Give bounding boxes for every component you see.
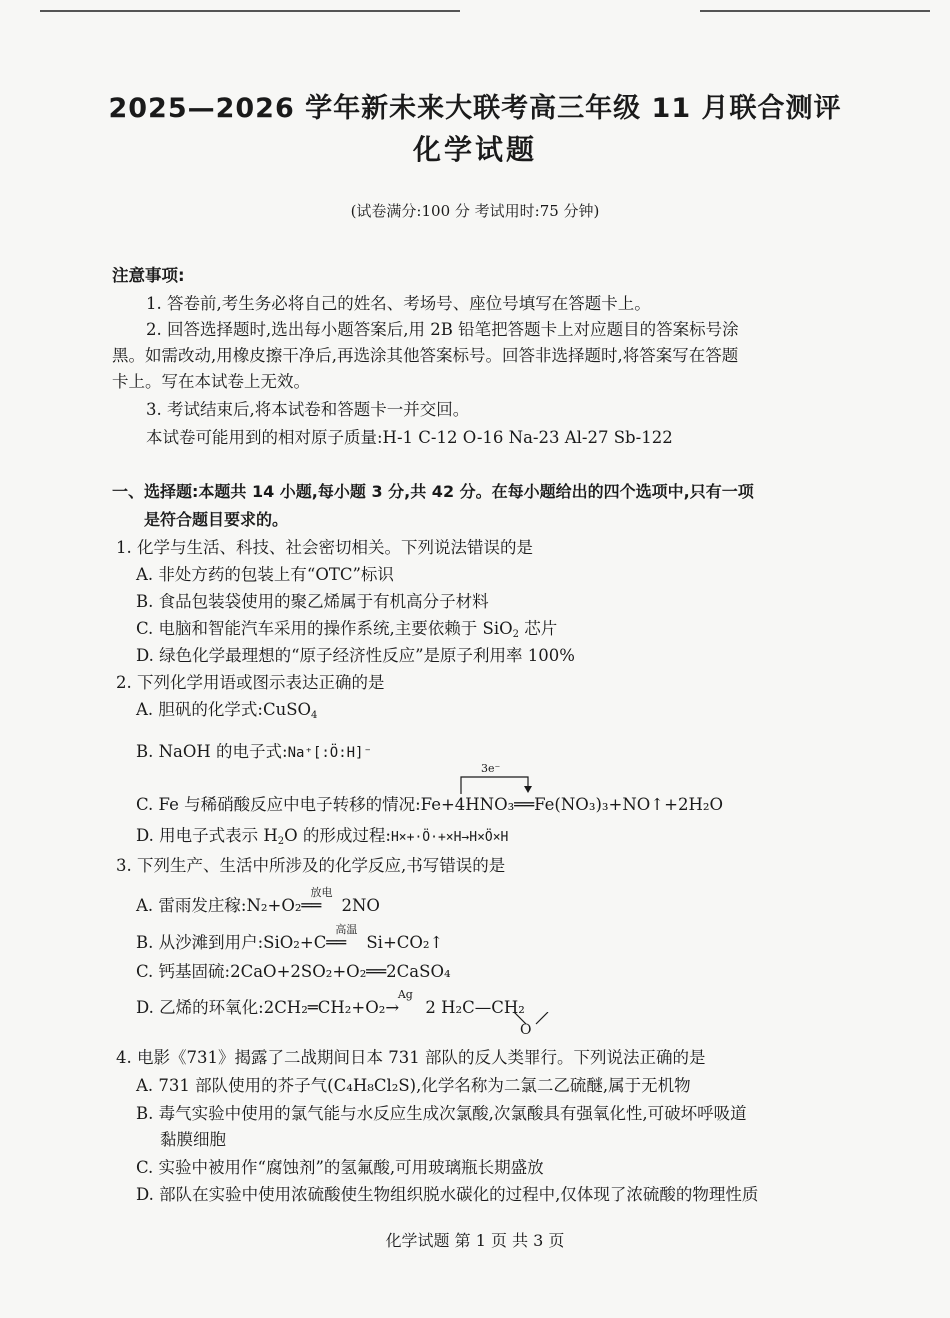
q3-option-c: C. 钙基固硫:2CaO+2SO₂+O₂══2CaSO₄ (136, 962, 451, 981)
q3-option-a: A. 雷雨发庄稼:N₂+O₂ 放电 ══ 2NO (136, 886, 380, 915)
q1-option-c: C. 电脑和智能汽车采用的操作系统,主要依赖于 SiO$_2$ 芯片 (136, 619, 558, 640)
notice-item-3: 3. 考试结束后,将本试卷和答题卡一并交回。 (146, 400, 470, 419)
top-border-right (700, 10, 930, 12)
section-heading-cont: 是符合题目要求的。 (144, 510, 289, 529)
subject-title: 化学试题 (412, 133, 537, 166)
q2-option-d: D. 用电子式表示 $H_2O$ 的形成过程:H×+·Ö·+×H→H×Ö×H (136, 826, 509, 847)
notice-item-2-cont2: 卡上。写在本试卷上无效。 (112, 372, 310, 391)
exam-info: (试卷满分:100 分 考试用时:75 分钟) (350, 202, 600, 220)
exam-title: 2025—2026 学年新未来大联考高三年级 11 月联合测评 (108, 93, 842, 124)
q3-option-d: D. 乙烯的环氧化:2CH₂═CH₂+O₂ Ag → 2 H₂C—CH₂ (136, 988, 525, 1017)
q2-c-electron-label: 3e⁻ (481, 762, 501, 775)
q2-option-b: B. NaOH 的电子式:Na⁺[:Ö:H]⁻ (136, 742, 372, 761)
q4-stem: 4. 电影《731》揭露了二战期间日本 731 部队的反人类罪行。下列说法正确的是 (116, 1048, 706, 1067)
q2-stem: 2. 下列化学用语或图示表达正确的是 (116, 673, 385, 692)
q2-option-a: A. 胆矾的化学式:CuSO$_4$ (136, 700, 318, 721)
notice-item-2: 2. 回答选择题时,选出每小题答案后,用 2B 铅笔把答题卡上对应题目的答案标号涂 (146, 320, 739, 339)
q4-option-d: D. 部队在实验中使用浓硫酸使生物组织脱水碳化的过程中,仅体现了浓硫酸的物理性质 (136, 1185, 759, 1204)
notice-item-1: 1. 答卷前,考生务必将自己的姓名、考场号、座位号填写在答题卡上。 (146, 294, 651, 313)
section-heading: 一、选择题:本题共 14 小题,每小题 3 分,共 42 分。在每小题给出的四个选项中,只有一项 (112, 482, 754, 501)
q1-option-b: B. 食品包装袋使用的聚乙烯属于有机高分子材料 (136, 592, 489, 611)
q4-option-c: C. 实验中被用作“腐蚀剂”的氢氟酸,可用玻璃瓶长期盛放 (136, 1158, 544, 1177)
q1-option-d: D. 绿色化学最理想的“原子经济性反应”是原子利用率 100% (136, 646, 575, 665)
q2-option-c: C. Fe 与稀硝酸反应中电子转移的情况:Fe+4HNO₃══Fe(NO₃)₃+NO↑+2H₂O (136, 795, 723, 814)
notice-item-2-cont: 黑。如需改动,用橡皮擦干净后,再选涂其他答案标号。回答非选择题时,将答案写在答题 (112, 346, 739, 365)
notice-heading: 注意事项: (112, 266, 185, 285)
q4-option-b-cont: 黏膜细胞 (160, 1130, 226, 1149)
q3-stem: 3. 下列生产、生活中所涉及的化学反应,书写错误的是 (116, 856, 506, 875)
q4-option-b: B. 毒气实验中使用的氯气能与水反应生成次氯酸,次氯酸具有强氧化性,可破坏呼吸道 (136, 1104, 747, 1123)
q3-option-b: B. 从沙滩到用户:SiO₂+C 高温 ══ Si+CO₂↑ (136, 923, 444, 952)
page-footer: 化学试题 第 1 页 共 3 页 (385, 1231, 565, 1250)
q2-c-electron-arrow (458, 774, 538, 794)
q1-option-a: A. 非处方药的包装上有“OTC”标识 (136, 565, 394, 584)
atomic-mass: 本试卷可能用到的相对原子质量:H-1 C-12 O-16 Na-23 Al-27 Sb-122 (146, 428, 673, 447)
q4-option-a: A. 731 部队使用的芥子气(C₄H₈Cl₂S),化学名称为二氯二乙硫醚,属于无机物 (136, 1076, 691, 1095)
q1-stem: 1. 化学与生活、科技、社会密切相关。下列说法错误的是 (116, 538, 533, 557)
top-border-left (40, 10, 460, 12)
q3-d-epoxide-oxygen: O (520, 1022, 532, 1038)
